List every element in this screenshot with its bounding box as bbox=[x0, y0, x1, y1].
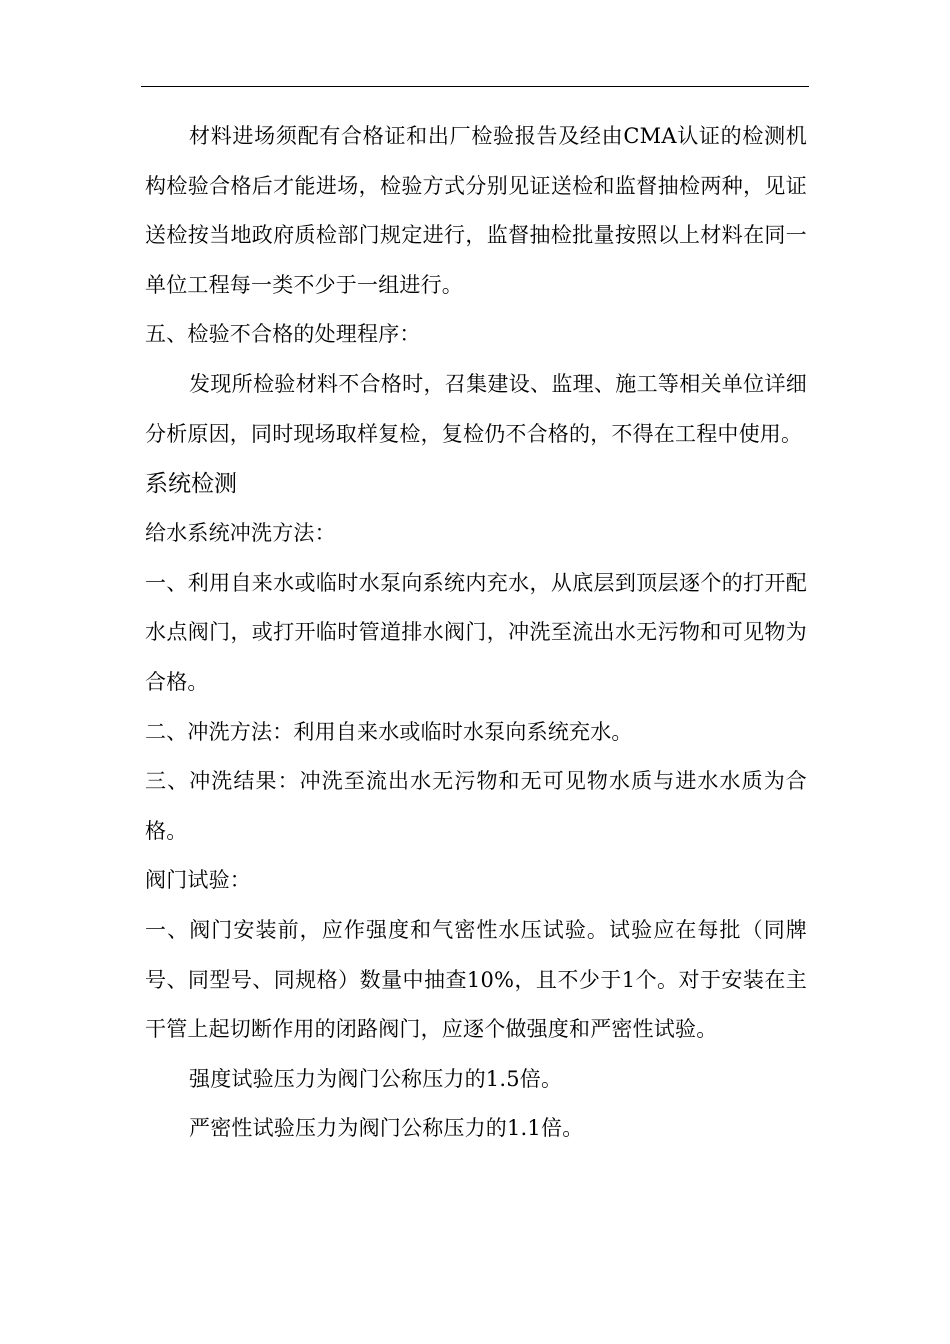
paragraph-valve-test-1: 一、阀门安装前，应作强度和气密性水压试验。试验应在每批（同牌号、同型号、同规格）数量中抽查10%，且不少于1个。对于安装在主干管上起切断作用的闭路阀门，应逐个做强度和严密性试验。 bbox=[145, 917, 807, 1042]
paragraph-flushing-step-3: 三、冲洗结果：冲洗至流出水无污物和无可见物水质与进水水质为合格。 bbox=[145, 769, 807, 843]
paragraph-tightness-test: 严密性试验压力为阀门公称压力的1.1倍。 bbox=[189, 1116, 584, 1141]
subheading-water-flushing: 给水系统冲洗方法： bbox=[145, 521, 336, 546]
paragraph-flushing-step-1: 一、利用自来水或临时水泵向系统内充水，从底层到顶层逐个的打开配水点阀门，或打开临时管道排水阀门，冲洗至流出水无污物和可见物为合格。 bbox=[145, 570, 807, 694]
document-body bbox=[145, 112, 807, 1154]
paragraph-strength-test: 强度试验压力为阀门公称压力的1.5倍。 bbox=[189, 1066, 563, 1091]
paragraph-nonconformance: 发现所检验材料不合格时，召集建设、监理、施工等相关单位详细分析原因，同时现场取样复检，复检仍不合格的，不得在工程中使用。 bbox=[145, 371, 807, 446]
section-heading-nonconformance: 五、检验不合格的处理程序： bbox=[145, 322, 421, 347]
section-title-system-testing: 系统检测 bbox=[145, 471, 237, 498]
header-rule bbox=[141, 86, 809, 87]
paragraph-flushing-step-2: 二、冲洗方法：利用自来水或临时水泵向系统充水。 bbox=[145, 719, 633, 744]
subheading-valve-test: 阀门试验： bbox=[145, 868, 251, 893]
paragraph-material-entry: 材料进场须配有合格证和出厂检验报告及经由CMA认证的检测机构检验合格后才能进场，检验方式分别见证送检和监督抽检两种，见证送检按当地政府质检部门规定进行，监督抽检批量按照以上材料在同一单位工程每一类不少于一组进行。 bbox=[145, 124, 807, 297]
